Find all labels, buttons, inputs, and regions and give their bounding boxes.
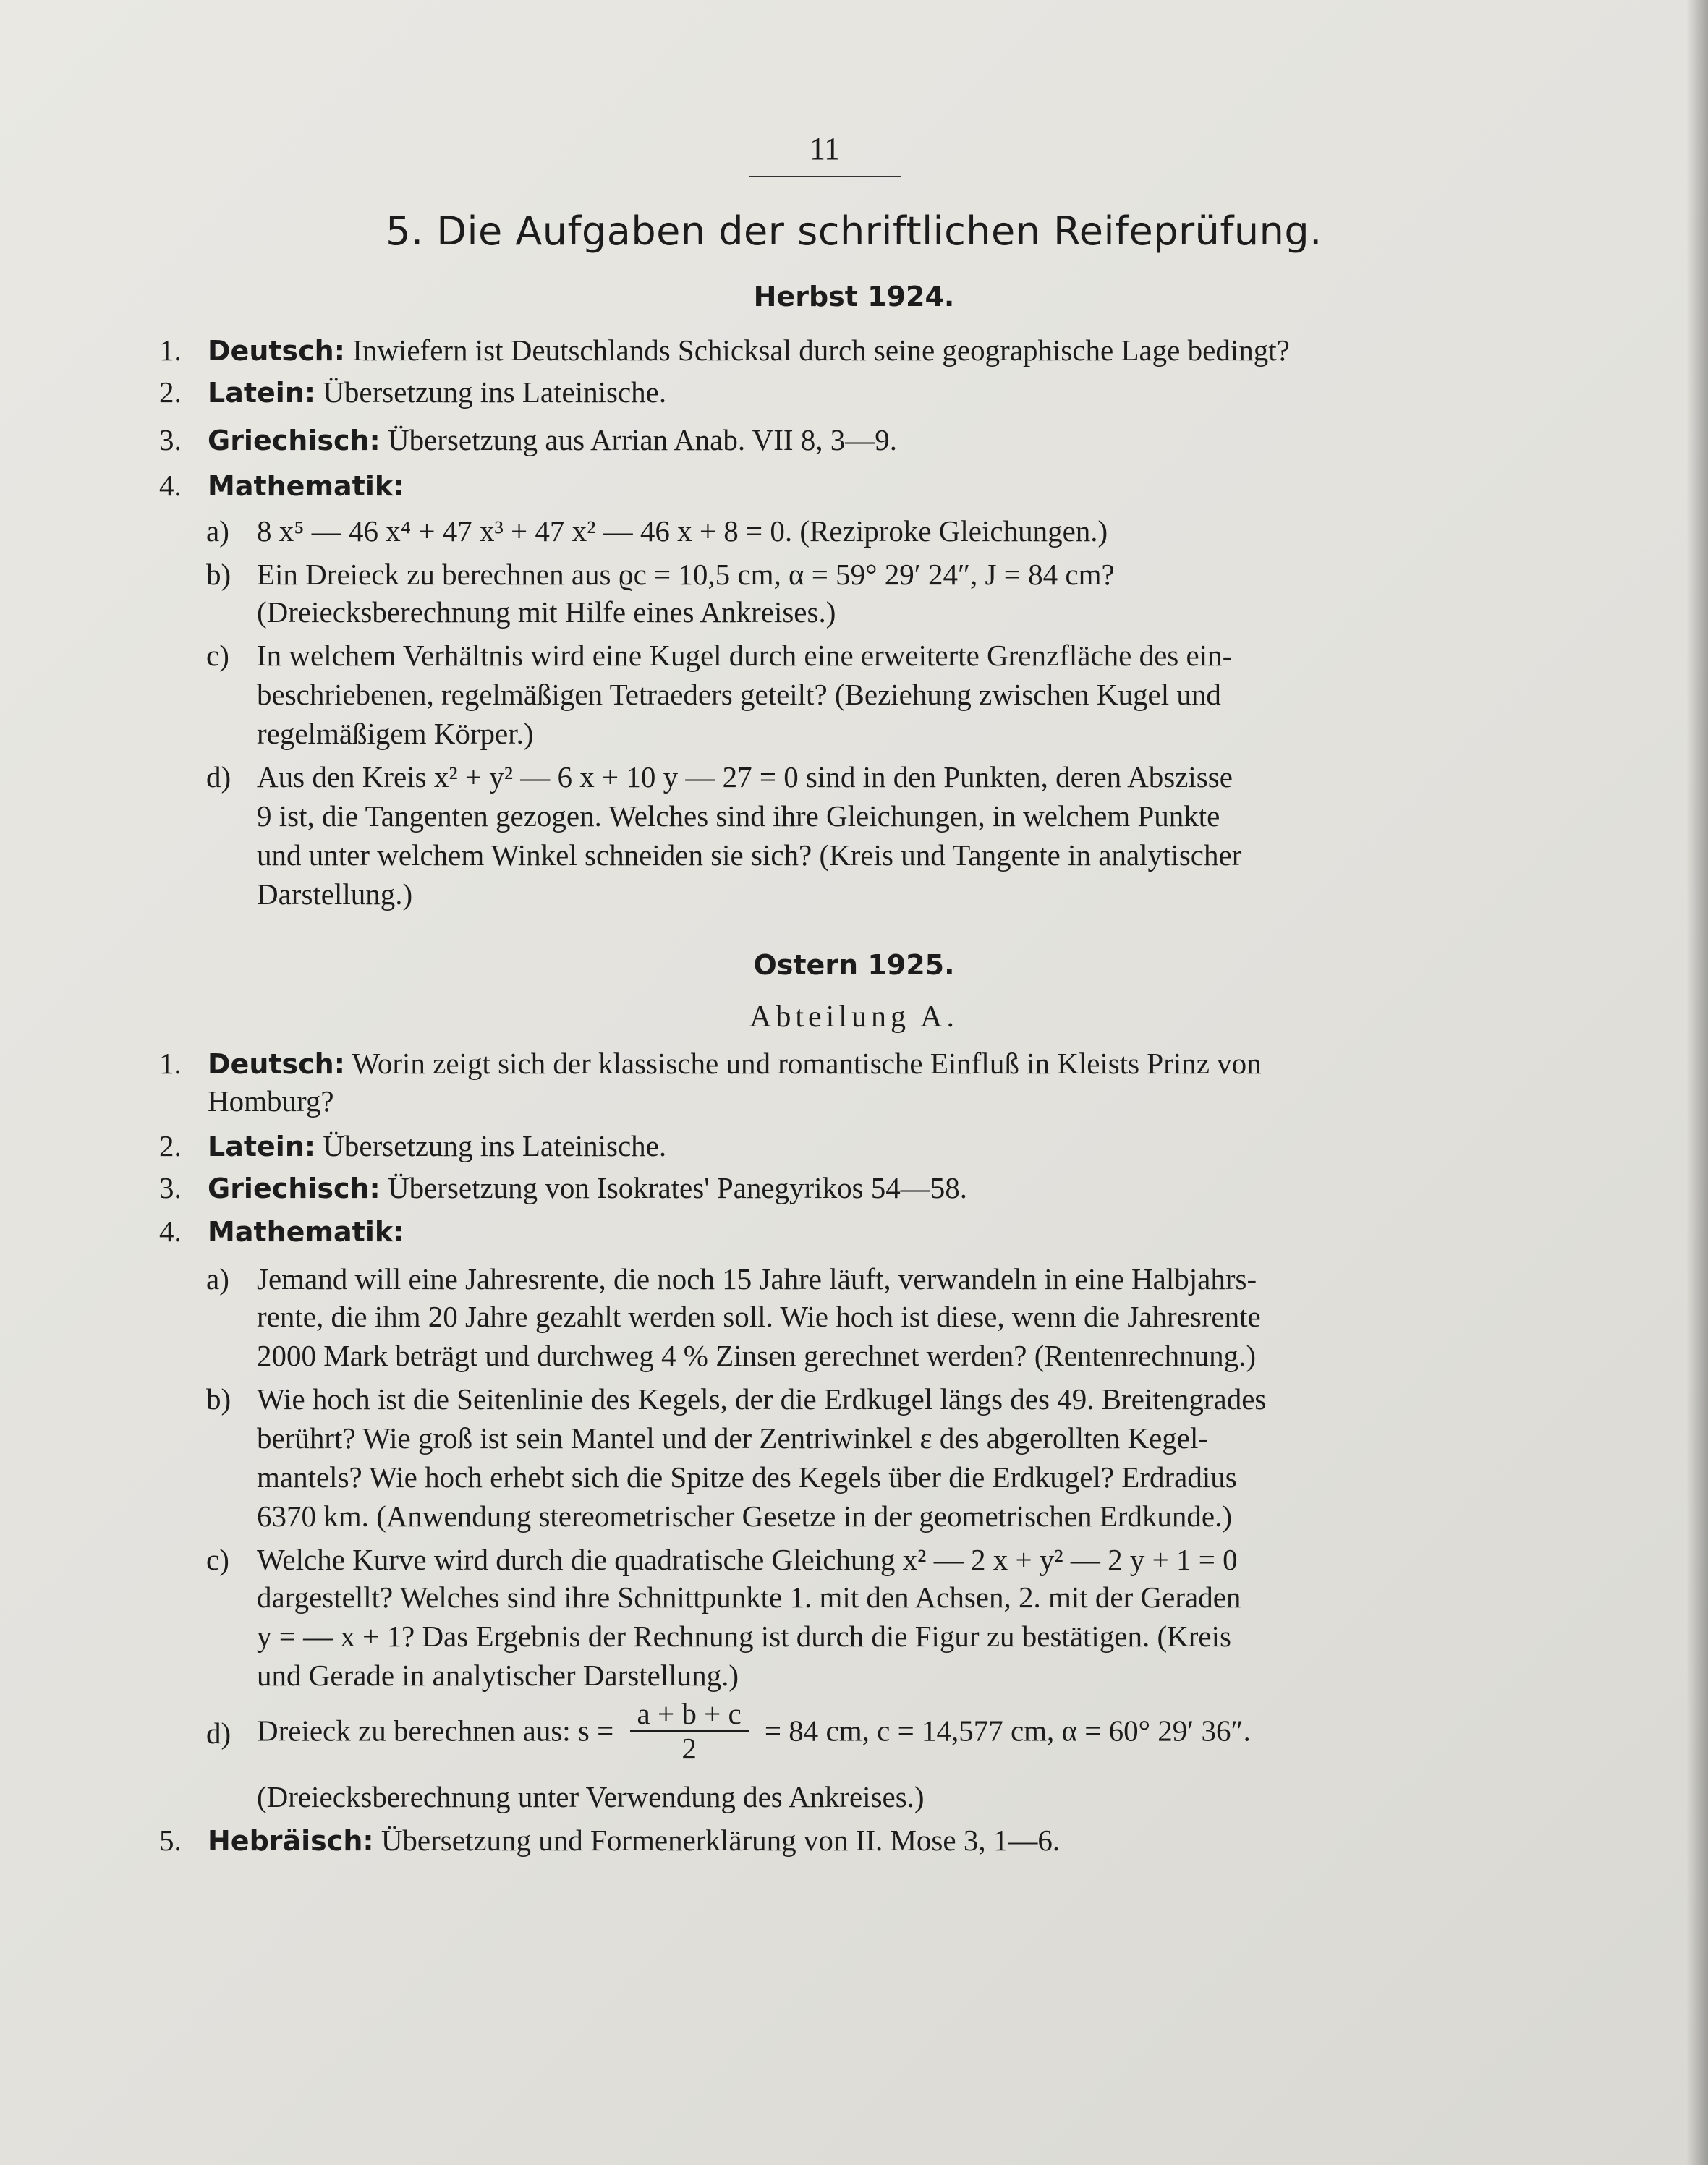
math-line: Wie hoch ist die Seitenlinie des Kegels, der die Erdkugel längs des 49. Breitengrades <box>257 1382 1267 1416</box>
sub-letter: b) <box>206 1382 231 1416</box>
subject-label: Mathematik: <box>208 470 404 502</box>
page-number: 11 <box>749 130 901 177</box>
subject-label: Deutsch: <box>208 335 345 367</box>
math-line: In welchem Verhältnis wird eine Kugel durch eine erweiterte Grenzfläche des ein- <box>257 639 1233 672</box>
page-edge-shadow <box>1686 0 1708 2165</box>
item-text: Übersetzung aus Arrian Anab. VII 8, 3—9. <box>380 423 898 456</box>
fraction <box>630 1697 749 1765</box>
item-text-continued: Homburg? <box>208 1084 334 1118</box>
math-line: rente, die ihm 20 Jahre gezahlt werden soll. Wie hoch ist diese, wenn die Jahresrente <box>257 1300 1261 1333</box>
subject-label: Griechisch: <box>208 425 381 456</box>
math-line: 9 ist, die Tangenten gezogen. Welches sind ihre Gleichungen, in welchem Punkte <box>257 799 1220 833</box>
subject-label: Latein: <box>208 377 316 409</box>
math-line: und Gerade in analytischer Darstellung.) <box>257 1659 739 1692</box>
subject-label: Deutsch: <box>208 1048 345 1080</box>
math-line: regelmäßigem Körper.) <box>257 717 534 750</box>
fraction-denominator: 2 <box>681 1732 697 1765</box>
math-line: Ein Dreieck zu berechnen aus ϱc = 10,5 cm, α = 59° 29′ 24″, J = 84 cm? <box>257 558 1115 591</box>
chapter-title: 5. Die Aufgaben der schriftlichen Reifeprüfung. <box>386 208 1322 254</box>
math-line: dargestellt? Welches sind ihre Schnittpunkte 1. mit den Achsen, 2. mit der Geraden <box>257 1581 1241 1614</box>
subject-label: Griechisch: <box>208 1173 381 1204</box>
section-title-herbst: Herbst 1924. <box>753 281 955 312</box>
math-line: mantels? Wie hoch erhebt sich die Spitze des Kegels über die Erdkugel? Erdradius <box>257 1460 1237 1494</box>
item-text: Übersetzung ins Lateinische. <box>315 375 667 409</box>
sub-letter: a) <box>206 514 229 548</box>
math-line: Aus den Kreis x² + y² — 6 x + 10 y — 27 = 0 sind in den Punkten, deren Abszisse <box>257 760 1233 794</box>
item-text: Worin zeigt sich der klassische und romantische Einfluß in Kleists Prinz von <box>344 1047 1262 1080</box>
section-title-ostern: Ostern 1925. <box>753 949 955 981</box>
math-line: und unter welchem Winkel schneiden sie sich? (Kreis und Tangente in analytischer <box>257 838 1242 872</box>
fraction-numerator: a + b + c <box>630 1697 749 1732</box>
item-text: Übersetzung ins Lateinische. <box>315 1129 667 1162</box>
subject-label: Hebräisch: <box>208 1825 374 1857</box>
subject-label: Latein: <box>208 1131 316 1162</box>
item-number: 4. <box>159 1215 182 1248</box>
subject-label: Mathematik: <box>208 1216 404 1248</box>
item-number: 3. <box>159 1171 182 1204</box>
sub-letter: a) <box>206 1262 229 1296</box>
sub-letter: c) <box>206 639 229 672</box>
item-text: Übersetzung von Isokrates' Panegyrikos 54—58. <box>380 1171 968 1204</box>
math-line: 2000 Mark beträgt und durchweg 4 % Zinsen gerechnet werden? (Rentenrechnung.) <box>257 1339 1256 1372</box>
formula-post: = 84 cm, c = 14,577 cm, α = 60° 29′ 36″. <box>764 1714 1251 1748</box>
math-line: berührt? Wie groß ist sein Mantel und der Zentriwinkel ε des abgerollten Kegel- <box>257 1421 1209 1455</box>
math-line: 6370 km. (Anwendung stereometrischer Gesetze in der geometrischen Erdkunde.) <box>257 1500 1232 1533</box>
item-number: 1. <box>159 333 182 367</box>
item-text: Übersetzung und Formenerklärung von II. Mose 3, 1—6. <box>373 1824 1061 1857</box>
item-number: 1. <box>159 1047 182 1080</box>
formula-pre: Dreieck zu berechnen aus: s = <box>257 1714 614 1748</box>
item-number: 4. <box>159 469 182 502</box>
sub-letter: d) <box>206 1717 231 1750</box>
subsection-title: Abteilung A. <box>749 1000 959 1034</box>
math-line: 8 x⁵ — 46 x⁴ + 47 x³ + 47 x² — 46 x + 8 = 0. (Reziproke Gleichungen.) <box>257 514 1108 548</box>
sub-letter: d) <box>206 760 231 794</box>
math-formula <box>257 1697 1251 1768</box>
math-line: y = — x + 1? Das Ergebnis der Rechnung ist durch die Figur zu bestätigen. (Kreis <box>257 1620 1231 1653</box>
item-number: 2. <box>159 1129 182 1162</box>
math-line: (Dreiecksberechnung unter Verwendung des Ankreises.) <box>257 1780 925 1813</box>
math-line: Jemand will eine Jahresrente, die noch 15 Jahre läuft, verwandeln in eine Halbjahrs- <box>257 1262 1257 1296</box>
item-number: 2. <box>159 375 182 409</box>
sub-letter: c) <box>206 1543 229 1576</box>
math-line: Welche Kurve wird durch die quadratische Gleichung x² — 2 x + y² — 2 y + 1 = 0 <box>257 1543 1238 1576</box>
sub-letter: b) <box>206 558 231 591</box>
math-line: (Dreiecksberechnung mit Hilfe eines Ankreises.) <box>257 595 836 629</box>
item-text: Inwiefern ist Deutschlands Schicksal durch seine geographische Lage bedingt? <box>344 333 1290 367</box>
math-line: Darstellung.) <box>257 877 413 911</box>
math-line: beschriebenen, regelmäßigen Tetraeders geteilt? (Beziehung zwischen Kugel und <box>257 678 1221 711</box>
item-number: 5. <box>159 1824 182 1857</box>
item-number: 3. <box>159 423 182 456</box>
